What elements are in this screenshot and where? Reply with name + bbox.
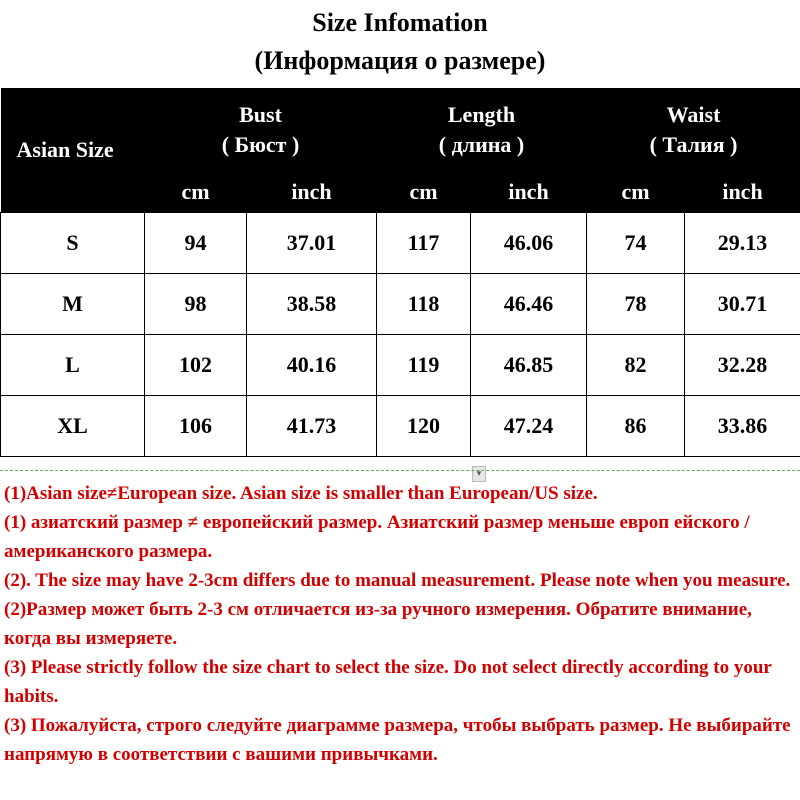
size-chart-table xyxy=(0,88,800,457)
title-english: Size Infomation xyxy=(312,8,488,37)
table-row xyxy=(1,396,800,457)
table-row xyxy=(1,274,800,335)
note-line: (3) Please strictly follow the size chart to select the size. Do not select directly according to your habits. xyxy=(4,657,772,707)
note-line: (2)Размер может быть 2-3 см отличается из-за ручного измерения. Обратите внимание, когда вы измеряете. xyxy=(4,599,752,649)
table-cell: 118 xyxy=(377,274,471,335)
unit-header: cm xyxy=(145,172,247,213)
page-title xyxy=(0,4,800,80)
table-cell: 46.85 xyxy=(471,335,587,396)
table-cell: 38.58 xyxy=(247,274,377,335)
table-cell: 46.46 xyxy=(471,274,587,335)
unit-header: inch xyxy=(247,172,377,213)
table-cell: 30.71 xyxy=(685,274,800,335)
table-cell: 40.16 xyxy=(247,335,377,396)
unit-header: inch xyxy=(685,172,800,213)
size-label: S xyxy=(1,213,145,274)
size-label: L xyxy=(1,335,145,396)
note-line: (1) азиатский размер ≠ европейский размер. Азиатский размер меньше европ ейского / американского размера. xyxy=(4,512,750,562)
unit-header: inch xyxy=(471,172,587,213)
table-cell: 102 xyxy=(145,335,247,396)
bust-header: Bust ( Бюст ) xyxy=(145,88,377,172)
table-cell: 120 xyxy=(377,396,471,457)
table-cell: 32.28 xyxy=(685,335,800,396)
table-cell: 106 xyxy=(145,396,247,457)
size-notes xyxy=(0,470,800,769)
note-line: (1)Asian size≠European size. Asian size is smaller than European/US size. xyxy=(4,483,598,504)
table-cell: 78 xyxy=(587,274,685,335)
note-line: (2). The size may have 2-3cm differs due to manual measurement. Please note when you measure. xyxy=(4,570,791,591)
table-cell: 98 xyxy=(145,274,247,335)
note-line: (3) Пожалуйста, строго следуйте диаграмме размера, чтобы выбрать размер. Не выбирайте напрямую в соответствии с вашими привычками. xyxy=(4,715,791,765)
table-row xyxy=(1,335,800,396)
table-cell: 41.73 xyxy=(247,396,377,457)
length-header: Length ( длина ) xyxy=(377,88,587,172)
size-label: M xyxy=(1,274,145,335)
unit-header: cm xyxy=(377,172,471,213)
table-cell: 33.86 xyxy=(685,396,800,457)
table-cell: 94 xyxy=(145,213,247,274)
size-label: XL xyxy=(1,396,145,457)
table-cell: 119 xyxy=(377,335,471,396)
table-cell: 37.01 xyxy=(247,213,377,274)
table-cell: 82 xyxy=(587,335,685,396)
table-cell: 117 xyxy=(377,213,471,274)
table-cell: 29.13 xyxy=(685,213,800,274)
table-cell: 74 xyxy=(587,213,685,274)
unit-header: cm xyxy=(587,172,685,213)
table-row xyxy=(1,213,800,274)
waist-header: Waist ( Талия ) xyxy=(587,88,800,172)
table-cell: 47.24 xyxy=(471,396,587,457)
chevron-down-icon[interactable]: ▾ xyxy=(472,466,486,482)
table-cell: 86 xyxy=(587,396,685,457)
asian-size-header: Asian Size xyxy=(1,88,145,213)
table-cell: 46.06 xyxy=(471,213,587,274)
title-russian: (Информация о размере) xyxy=(254,46,546,75)
